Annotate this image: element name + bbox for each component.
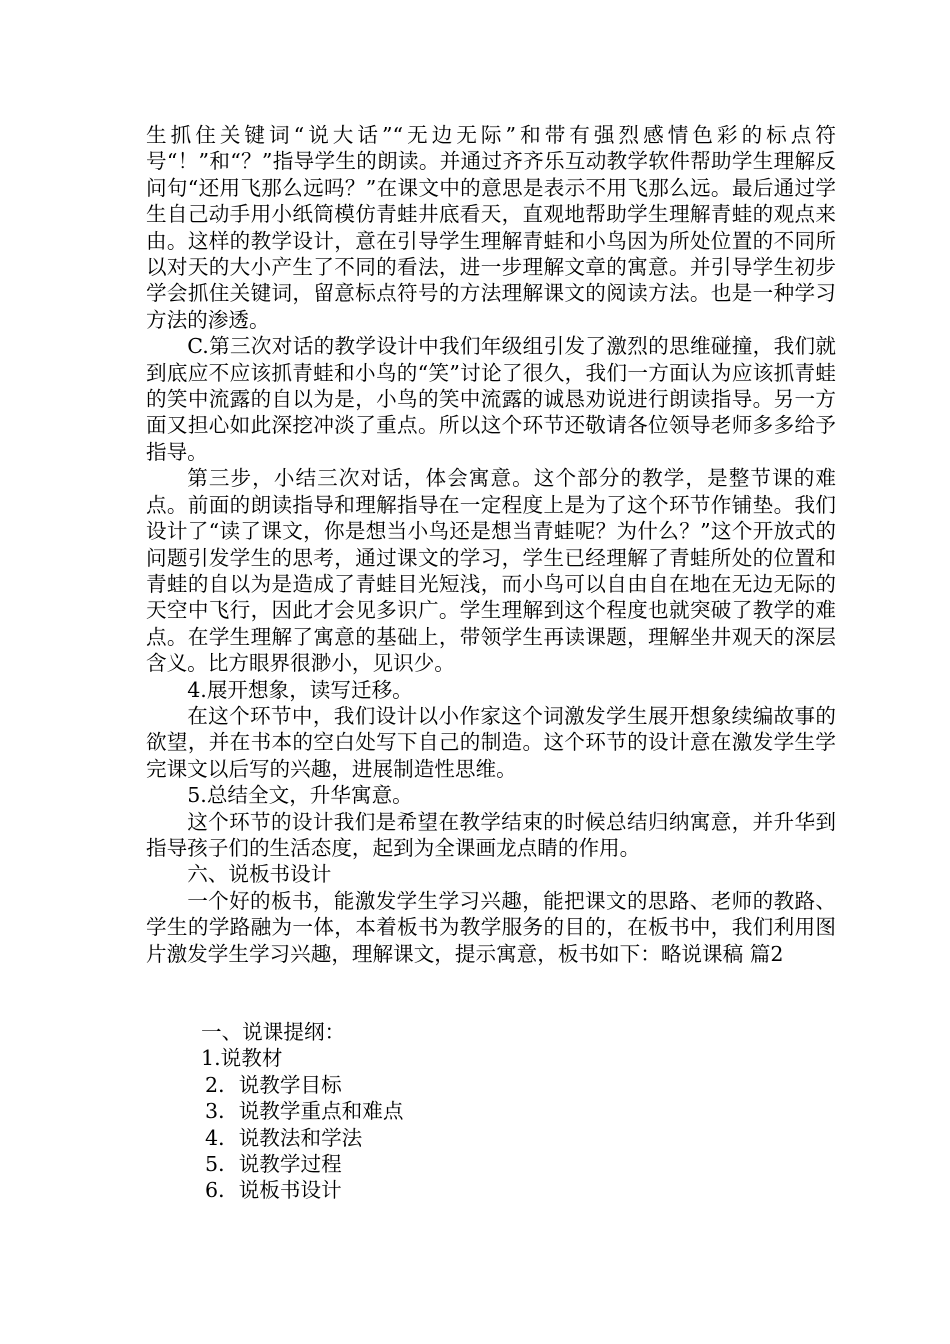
paragraph-imagination: 在这个环节中，我们设计以小作家这个词激发学生展开想象续编故事的欲望，并在书本的空白处写下自己的制造。这个环节的设计意在激发学生学完课文以后写的兴趣，进展制造性思维。 — [146, 703, 836, 781]
paragraph-summary: 这个环节的设计我们是希望在教学结束的时候总结归纳寓意，并升华到指导孩子们的生活态度，起到为全课画龙点睛的作用。 — [146, 809, 836, 860]
heading-board-design: 六、说板书设计 — [187, 862, 332, 887]
lecture-outline — [146, 1019, 836, 1204]
section-gap — [146, 967, 836, 1019]
heading-imagination: 4.展开想象，读写迁移。 — [187, 677, 413, 702]
paragraph-board-design: 一个好的板书，能激发学生学习兴趣，能把课文的思路、老师的教路、学生的学路融为一体，本着板书为教学服务的目的，在板书中，我们利用图片激发学生学习兴趣，理解课文，提示寓意，板书如下：略说课稿 篇2 — [146, 888, 836, 966]
heading-summary: 5.总结全文，升华寓意。 — [187, 783, 413, 808]
document-page — [146, 122, 836, 1204]
outline-heading: 一、说课提纲： — [201, 1020, 346, 1044]
outline-item: 1.说教材 — [201, 1046, 283, 1071]
outline-item: 3．说教学重点和难点 — [205, 1099, 404, 1124]
paragraph-step-three: 第三步，小结三次对话，体会寓意。这个部分的教学，是整节课的难点。前面的朗读指导和理解指导在一定程度上是为了这个环节作铺垫。我们设计了“读了课文，你是想当小鸟还是想当青蛙呢？为什么？”这个开放式的问题引发学生的思考，通过课文的学习，学生已经理解了青蛙所处的位置和青蛙的自以为是造成了青蛙目光短浅，而小鸟可以自由自在地在无边无际的天空中飞行，因此才会见多识广。学生理解到这个程度也就突破了教学的难点。在学生理解了寓意的基础上，带领学生再读课题，理解坐井观天的深层含义。比方眼界很渺小，见识少。 — [146, 466, 836, 676]
outline-item: 4．说教法和学法 — [205, 1125, 363, 1150]
outline-item: 2．说教学目标 — [205, 1072, 342, 1097]
paragraph-reading-guidance: 生抓住关键词“说大话”“无边无际”和带有强烈感情色彩的标点符号“！”和“？”指导学生的朗读。并通过齐齐乐互动教学软件帮助学生理解反问句“还用飞那么远吗？”在课文中的意思是表示不用飞那么远。最后通过学生自己动手用小纸筒模仿青蛙井底看天，直观地帮助学生理解青蛙的观点来由。这样的教学设计，意在引导学生理解青蛙和小鸟因为所处位置的不同所以对天的大小产生了不同的看法，进一步理解文章的寓意。并引导学生初步学会抓住关键词，留意标点符号的方法理解课文的阅读方法。也是一种学习方法的渗透。 — [146, 123, 836, 332]
outline-item: 5．说教学过程 — [205, 1152, 342, 1177]
paragraph-third-dialogue: C.第三次对话的教学设计中我们年级组引发了激烈的思维碰撞，我们就到底应不应该抓青蛙和小鸟的“笑”讨论了很久，我们一方面认为应该抓青蛙的笑中流露的自以为是，小鸟的笑中流露的诚恳劝说进行朗读指导。另一方面又担心如此深挖冲淡了重点。所以这个环节还敬请各位领导老师多多给予指导。 — [146, 334, 836, 464]
outline-item: 6．说板书设计 — [205, 1178, 342, 1203]
